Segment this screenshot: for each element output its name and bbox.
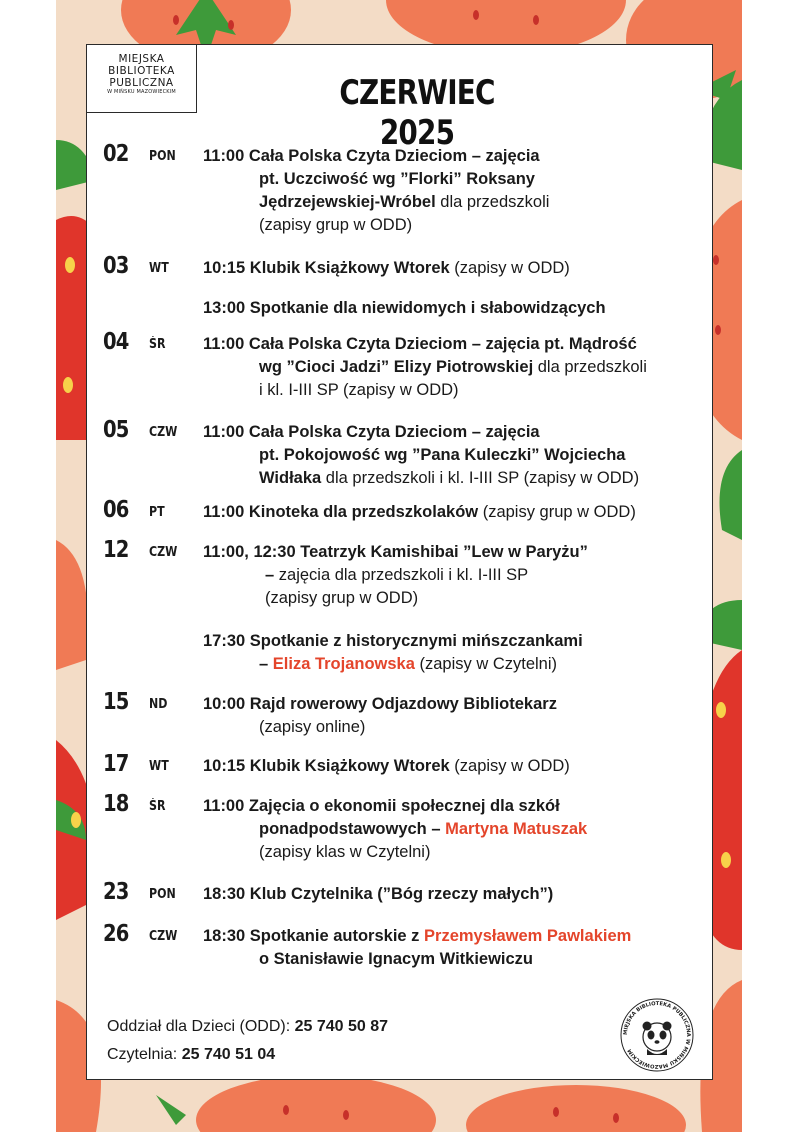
event-weekday: ND bbox=[149, 697, 168, 712]
event-text: Teatrzyk Kamishibai ”Lew w Paryżu” bbox=[300, 543, 588, 561]
logo-line-4: W MIŃSKU MAZOWIECKIM bbox=[107, 89, 176, 95]
odd-label: Oddział dla Dzieci (ODD): bbox=[107, 1018, 295, 1035]
event-entry bbox=[203, 883, 708, 906]
event-text: ponadpodstawowych – bbox=[259, 820, 446, 838]
event-line bbox=[203, 145, 708, 168]
event-time: 13:00 bbox=[203, 299, 250, 317]
event-day: 05 bbox=[103, 417, 129, 443]
event-text: Cała Polska Czyta Dzieciom – zajęcia pt. Mądrość bbox=[248, 335, 637, 353]
event-time: 18:30 bbox=[203, 885, 250, 903]
event-text: (zapisy online) bbox=[259, 718, 366, 736]
event-time: 11:00 bbox=[203, 335, 249, 353]
event-text: – bbox=[259, 655, 273, 673]
event-entry bbox=[203, 693, 708, 739]
event-weekday: WT bbox=[149, 261, 169, 276]
event-day: 23 bbox=[103, 879, 129, 905]
event-weekday: CZW bbox=[149, 545, 178, 560]
event-entry bbox=[203, 297, 708, 320]
event-time: 10:00 bbox=[203, 695, 250, 713]
event-line bbox=[203, 883, 708, 906]
event-day: 18 bbox=[103, 791, 129, 817]
event-day: 17 bbox=[103, 751, 129, 777]
event-weekday: ŚR bbox=[149, 337, 166, 352]
event-text: zajęcia dla przedszkoli i kl. I-III SP bbox=[278, 566, 529, 584]
event-day: 03 bbox=[103, 253, 129, 279]
stamp-text: MIEJSKA BIBLIOTEKA PUBLICZNA W MIŃSKU MAZOWIECKIM bbox=[622, 1000, 692, 1070]
event-line bbox=[203, 716, 708, 739]
czytelnia-phone: 25 740 51 04 bbox=[181, 1046, 276, 1063]
event-text: Kinoteka dla przedszkolaków bbox=[248, 503, 479, 521]
event-entry bbox=[203, 145, 708, 237]
event-weekday: PON bbox=[149, 887, 176, 902]
event-weekday: PT bbox=[149, 505, 165, 520]
event-line bbox=[203, 333, 708, 356]
event-entry bbox=[203, 333, 708, 402]
contact-footer bbox=[107, 1013, 388, 1069]
event-line bbox=[203, 630, 708, 653]
logo-line-2: BIBLIOTEKA bbox=[108, 65, 175, 77]
event-text: o Stanisławie Ignacym Witkiewiczu bbox=[259, 950, 534, 968]
library-logo bbox=[87, 45, 197, 113]
event-line bbox=[203, 444, 708, 467]
event-weekday: WT bbox=[149, 759, 169, 774]
event-line bbox=[203, 948, 708, 971]
event-entry bbox=[203, 421, 708, 490]
logo-line-3: PUBLICZNA bbox=[109, 77, 174, 89]
event-line bbox=[203, 925, 708, 948]
event-day: 26 bbox=[103, 921, 129, 947]
event-time: 11:00, 12:30 bbox=[203, 543, 301, 561]
czytelnia-contact bbox=[107, 1041, 388, 1069]
event-entry bbox=[203, 925, 708, 971]
event-line bbox=[203, 564, 708, 587]
event-entry bbox=[203, 501, 708, 524]
odd-contact bbox=[107, 1013, 388, 1041]
event-line bbox=[203, 191, 708, 214]
event-text: (zapisy grup w ODD) bbox=[265, 589, 419, 607]
event-weekday: ŚR bbox=[149, 799, 166, 814]
event-day: 04 bbox=[103, 329, 129, 355]
event-day: 02 bbox=[103, 141, 129, 167]
event-day: 15 bbox=[103, 689, 129, 715]
event-time: 18:30 bbox=[203, 927, 250, 945]
event-text: Klubik Książkowy Wtorek bbox=[249, 757, 450, 775]
event-time: 11:00 bbox=[203, 797, 249, 815]
event-weekday: CZW bbox=[149, 425, 178, 440]
event-line bbox=[203, 818, 708, 841]
event-entry bbox=[203, 257, 708, 280]
logo-line-1: MIEJSKA bbox=[118, 53, 165, 65]
event-text: Zajęcia o ekonomii społecznej dla szkół bbox=[248, 797, 560, 815]
event-time: 17:30 bbox=[203, 632, 250, 650]
event-line bbox=[203, 541, 708, 564]
event-entry bbox=[203, 755, 708, 778]
event-person-highlight: Eliza Trojanowska bbox=[272, 655, 415, 673]
event-day: 06 bbox=[103, 497, 129, 523]
event-text: Widłaka bbox=[259, 469, 322, 487]
event-time: 10:15 bbox=[203, 259, 250, 277]
event-entry bbox=[203, 795, 708, 864]
event-line bbox=[203, 421, 708, 444]
event-line bbox=[203, 841, 708, 864]
event-text: dla przedszkoli bbox=[435, 193, 550, 211]
event-text: dla przedszkoli i kl. I-III SP (zapisy w ODD) bbox=[321, 469, 640, 487]
event-text: (zapisy grup w ODD) bbox=[478, 503, 636, 521]
event-text: dla przedszkoli bbox=[533, 358, 647, 376]
event-line bbox=[203, 214, 708, 237]
event-text: (zapisy grup w ODD) bbox=[259, 216, 413, 234]
event-line bbox=[203, 257, 708, 280]
event-text: Rajd rowerowy Odjazdowy Bibliotekarz bbox=[249, 695, 557, 713]
event-text: Spotkanie z historycznymi mińszczankami bbox=[249, 632, 583, 650]
schedule-card bbox=[86, 44, 713, 1080]
event-text: (zapisy w ODD) bbox=[449, 757, 570, 775]
event-line bbox=[203, 501, 708, 524]
library-stamp-logo bbox=[617, 995, 697, 1075]
event-text: – bbox=[265, 566, 279, 584]
event-text: Cała Polska Czyta Dzieciom – zajęcia bbox=[248, 147, 540, 165]
event-text: wg ”Cioci Jadzi” Elizy Piotrowskiej bbox=[259, 358, 534, 376]
event-text: (zapisy w ODD) bbox=[449, 259, 570, 277]
event-text: pt. Pokojowość wg ”Pana Kuleczki” Wojciecha bbox=[259, 446, 626, 464]
page-title: CZERWIEC 2025 bbox=[339, 73, 495, 153]
event-text: Cała Polska Czyta Dzieciom – zajęcia bbox=[248, 423, 540, 441]
event-line bbox=[203, 379, 708, 402]
event-line bbox=[203, 297, 708, 320]
event-time: 10:15 bbox=[203, 757, 250, 775]
event-text: Klubik Książkowy Wtorek bbox=[249, 259, 450, 277]
event-line bbox=[203, 587, 708, 610]
odd-phone: 25 740 50 87 bbox=[294, 1018, 389, 1035]
event-text: i kl. I-III SP (zapisy w ODD) bbox=[259, 381, 459, 399]
event-line bbox=[203, 693, 708, 716]
event-day: 12 bbox=[103, 537, 129, 563]
event-line bbox=[203, 653, 708, 676]
event-entry bbox=[203, 630, 708, 676]
event-entry bbox=[203, 541, 708, 610]
event-text: Jędrzejewskiej-Wróbel bbox=[259, 193, 436, 211]
event-weekday: CZW bbox=[149, 929, 178, 944]
event-person-highlight: Przemysławem Pawlakiem bbox=[424, 927, 632, 945]
event-text: Spotkanie dla niewidomych i słabowidzących bbox=[249, 299, 606, 317]
event-time: 11:00 bbox=[203, 503, 249, 521]
event-person-highlight: Martyna Matuszak bbox=[445, 820, 588, 838]
event-weekday: PON bbox=[149, 149, 176, 164]
event-line bbox=[203, 795, 708, 818]
event-line bbox=[203, 467, 708, 490]
event-line bbox=[203, 168, 708, 191]
event-time: 11:00 bbox=[203, 423, 249, 441]
event-text: Klub Czytelnika (”Bóg rzeczy małych”) bbox=[249, 885, 554, 903]
event-text: (zapisy klas w Czytelni) bbox=[259, 843, 431, 861]
event-text: (zapisy w Czytelni) bbox=[414, 655, 558, 673]
event-text: pt. Uczciwość wg ”Florki” Roksany bbox=[259, 170, 535, 188]
event-time: 11:00 bbox=[203, 147, 249, 165]
event-text: Spotkanie autorskie z bbox=[249, 927, 425, 945]
event-line bbox=[203, 356, 708, 379]
czytelnia-label: Czytelnia: bbox=[107, 1046, 182, 1063]
event-line bbox=[203, 755, 708, 778]
